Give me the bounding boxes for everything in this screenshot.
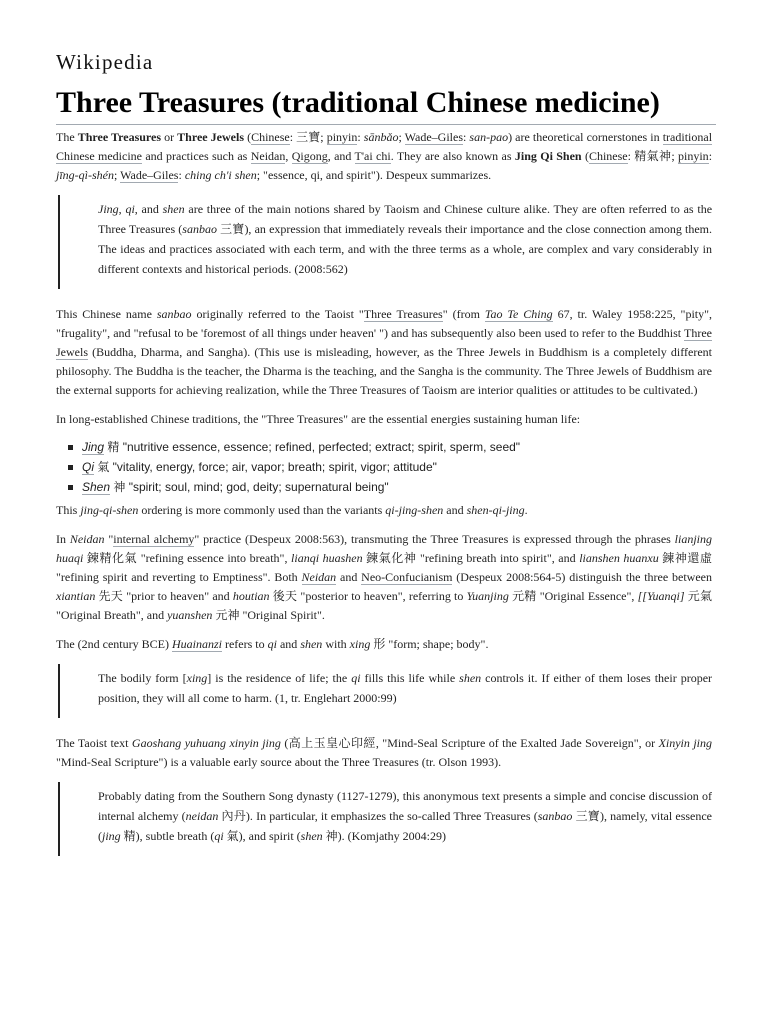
text: are three of the main notions shared by Taoism and Chinese culture alike. They are often referred to as the Three Treasures ( xyxy=(98,202,713,236)
text: , and xyxy=(327,149,355,163)
text: and xyxy=(443,503,467,517)
blockquote-komjathy xyxy=(58,782,712,856)
italic-term: qi xyxy=(125,202,135,216)
italic-term: jing-qi-shen xyxy=(80,503,139,517)
italic-term: shen xyxy=(162,202,185,216)
text: The xyxy=(56,130,78,144)
link-chinese[interactable]: Chinese xyxy=(251,130,290,144)
text: originally referred to the Taoist " xyxy=(191,307,364,321)
text: "vitality, energy, force; air, vapor; breath; spirit, vigor; attitude" xyxy=(112,460,437,474)
italic-term: xiantian xyxy=(56,589,96,603)
bold-term: Three Treasures xyxy=(77,130,162,144)
italic-term: shen xyxy=(300,829,323,843)
text: ] is the residence of life; the xyxy=(207,671,352,685)
link-pinyin[interactable]: pinyin xyxy=(326,130,358,144)
text: This xyxy=(56,503,81,517)
list-item xyxy=(82,457,712,477)
text: 三寶), namely, vital essence ( xyxy=(98,809,713,843)
italic-term: houtian xyxy=(232,589,270,603)
text: 鍊精化氣 "refining essence into breath", xyxy=(83,551,292,565)
text: controls it. If either of them loses their proper position, they will all come to harm. (1, tr. Englehart 2000:99) xyxy=(98,671,713,705)
link-wade-giles[interactable]: Wade–Giles xyxy=(404,130,464,144)
link-wade-giles[interactable]: Wade–Giles xyxy=(120,168,179,182)
text: : xyxy=(708,149,713,163)
text: 67, tr. Waley 1958:225, "pity", "frugality", and "refusal to be 'foremost of all things under heaven' ") and has subsequently also been used to refer to the Buddhist xyxy=(56,307,713,340)
link-huainanzi[interactable]: Huainanzi xyxy=(171,637,222,651)
italic-term: sānbǎo xyxy=(363,130,399,144)
text: : 精氣神; xyxy=(627,149,679,163)
wikipedia-logo[interactable]: Wikipedia xyxy=(56,50,154,74)
text: "nutritive essence, essence; refined, perfected; extract; spirit, sperm, seed" xyxy=(122,440,521,454)
text: and xyxy=(276,637,301,651)
link-three-treasures[interactable]: Three Treasures xyxy=(363,307,443,321)
link-qi[interactable]: Qi xyxy=(82,460,94,474)
italic-term: sanbao xyxy=(537,809,573,823)
italic-term: qi xyxy=(267,637,277,651)
italic-term: Yuanjing xyxy=(466,589,509,603)
text: " (from xyxy=(442,307,485,321)
text: (Despeux 2008:564-5) distinguish the three between xyxy=(452,570,713,584)
text: , and xyxy=(134,202,163,216)
paragraph-xinyin-jing xyxy=(56,734,712,772)
italic-term: shen-qi-jing xyxy=(466,503,525,517)
italic-term: Jing xyxy=(98,202,119,216)
link-neo-confucianism[interactable]: Neo-Confucianism xyxy=(361,570,453,584)
text: and practices such as xyxy=(142,149,251,163)
text: 鍊氣化神 "refining breath into spirit", and xyxy=(362,551,580,565)
text: The (2nd century BCE) xyxy=(56,637,172,651)
blockquote-despeux xyxy=(58,195,712,289)
text: . xyxy=(524,503,528,517)
text: ; "essence, qi, and spirit"). Despeux summarizes. xyxy=(256,168,492,182)
text: Probably dating from the Southern Song dynasty (1127-1279), this anonymous text presents a simple and concise discussion of internal alchemy ( xyxy=(98,789,712,823)
text: , xyxy=(118,202,126,216)
text: (Buddha, Dharma, and Sangha). (This use is misleading, however, as the Three Jewels in Buddhism is a completely different philosophy. The Buddha is the teacher, the Dharma is the teaching, and the Sangha is the community. The Three Jewels of Buddhism are the external supports for achieving realization, while the Three Treasures of Taoism are interior qualities or attitudes to be cultivated.) xyxy=(56,345,712,397)
text: 元氣 "Original Breath", and xyxy=(56,589,712,622)
text: : xyxy=(463,130,470,144)
blockquote-huainanzi xyxy=(58,664,712,718)
text: "spirit; soul, mind; god, deity; supernatural being" xyxy=(128,480,389,494)
text: 氣), and spirit ( xyxy=(223,829,301,843)
italic-term: lianqi huashen xyxy=(291,551,363,565)
text: ordering is more commonly used than the variants xyxy=(138,503,386,517)
italic-term: yuanshen xyxy=(167,608,213,622)
italic-term: neidan xyxy=(185,809,219,823)
text: : xyxy=(357,130,364,144)
text: 元精 "Original Essence", xyxy=(508,589,638,603)
text: 鍊神還虛 "refining spirit and reverting to Emptiness". Both xyxy=(56,551,712,584)
text: : xyxy=(178,168,185,182)
text: ; xyxy=(398,130,405,144)
page-title: Three Treasures (traditional Chinese medicine) xyxy=(56,84,716,125)
link-neidan[interactable]: Neidan xyxy=(301,570,337,584)
text: 氣 xyxy=(94,460,113,474)
link-chinese[interactable]: Chinese xyxy=(588,149,628,163)
text: , xyxy=(285,149,292,163)
text: 內丹). In particular, it emphasizes the so-called Three Treasures ( xyxy=(218,809,538,823)
italic-term: jīng-qì-shén xyxy=(56,168,114,182)
link-three-jewels[interactable]: Three Jewels xyxy=(56,326,712,359)
italic-term: lianshen huanxu xyxy=(579,551,659,565)
text: 三寶), an expression that immediately reveals their importance and the close connection among them. The ideas and practices associated with each term, and with the three terms as a whole, are complex and vary considerably in different contexts and historical periods. (2008:562) xyxy=(98,222,712,276)
italic-term: ching ch'i shen xyxy=(184,168,257,182)
list-item xyxy=(82,437,712,457)
paragraph-neidan xyxy=(56,530,712,625)
paragraph-intro xyxy=(56,128,712,185)
text: 先天 "prior to heaven" and xyxy=(95,589,233,603)
italic-term: sanbao xyxy=(156,307,192,321)
text: This Chinese name xyxy=(56,307,157,321)
text: 神 xyxy=(110,480,129,494)
italic-term: qi xyxy=(214,829,224,843)
italic-term: jing xyxy=(102,829,121,843)
paragraph-ordering xyxy=(56,501,712,520)
link-tao-te-ching[interactable]: Tao Te Ching xyxy=(484,307,553,321)
paragraph-energies: In long-established Chinese traditions, the "Three Treasures" are the essential energies sustaining human life: xyxy=(56,412,581,426)
link-tai-chi[interactable]: T'ai chi xyxy=(354,149,391,163)
link-jing[interactable]: Jing xyxy=(82,440,105,454)
text: In xyxy=(56,532,70,546)
link-qigong[interactable]: Qigong xyxy=(291,149,328,163)
text: ( xyxy=(581,149,589,163)
text: ; xyxy=(114,168,121,182)
text: 精 xyxy=(104,440,123,454)
text: " practice (Despeux 2008:563), transmuting the Three Treasures is expressed through the phrases xyxy=(194,532,675,546)
text: 後天 "posterior to heaven", referring to xyxy=(269,589,467,603)
text: refers to xyxy=(221,637,268,651)
italic-term: xing xyxy=(349,637,371,651)
italic-term: shen xyxy=(459,671,482,685)
article-body xyxy=(56,128,712,872)
italic-term: shen xyxy=(300,637,323,651)
text: and xyxy=(336,570,362,584)
italic-term: qi-jing-shen xyxy=(385,503,444,517)
text: The bodily form [ xyxy=(98,671,187,685)
link-neidan[interactable]: Neidan xyxy=(250,149,286,163)
bold-term: Jing Qi Shen xyxy=(514,149,582,163)
text: fills this life while xyxy=(360,671,460,685)
text: 形 "form; shape; body". xyxy=(370,637,489,651)
paragraph-sanbao xyxy=(56,305,712,400)
text: ( xyxy=(244,130,252,144)
link-internal-alchemy[interactable]: internal alchemy xyxy=(113,532,195,546)
italic-term: Gaoshang yuhuang xinyin jing xyxy=(131,736,281,750)
list-item xyxy=(82,477,712,497)
bold-term: Three Jewels xyxy=(177,130,245,144)
paragraph-huainanzi xyxy=(56,635,712,654)
italic-term: [[Yuanqi] xyxy=(637,589,685,603)
text: "Mind-Seal Scripture") is a valuable early source about the Three Treasures (tr. Olson 1993). xyxy=(56,755,502,769)
text: " xyxy=(104,532,114,546)
text: 精), subtle breath ( xyxy=(120,829,215,843)
text: The Taoist text xyxy=(56,736,132,750)
treasures-list xyxy=(56,437,712,497)
italic-term: lianjing huaqi xyxy=(56,532,713,565)
text: ) are theoretical cornerstones in xyxy=(508,130,663,144)
italic-term: Xinyin jing xyxy=(658,736,712,750)
italic-term: sanbao xyxy=(182,222,217,236)
text: . They are also known as xyxy=(390,149,515,163)
link-shen[interactable]: Shen xyxy=(82,480,111,494)
italic-term: Neidan xyxy=(69,532,105,546)
text: (高上玉皇心印經, "Mind-Seal Scripture of the Exalted Jade Sovereign", or xyxy=(280,736,659,750)
text: : 三寶; xyxy=(289,130,327,144)
text: 元神 "Original Spirit". xyxy=(212,608,325,622)
text: or xyxy=(161,130,178,144)
italic-term: xing xyxy=(186,671,208,685)
link-tcm[interactable]: traditional Chinese medicine xyxy=(56,130,713,163)
text: with xyxy=(322,637,350,651)
italic-term: san-pao xyxy=(469,130,509,144)
link-pinyin[interactable]: pinyin xyxy=(678,149,709,163)
italic-term: qi xyxy=(351,671,361,685)
text: 神). (Komjathy 2004:29) xyxy=(322,829,446,843)
